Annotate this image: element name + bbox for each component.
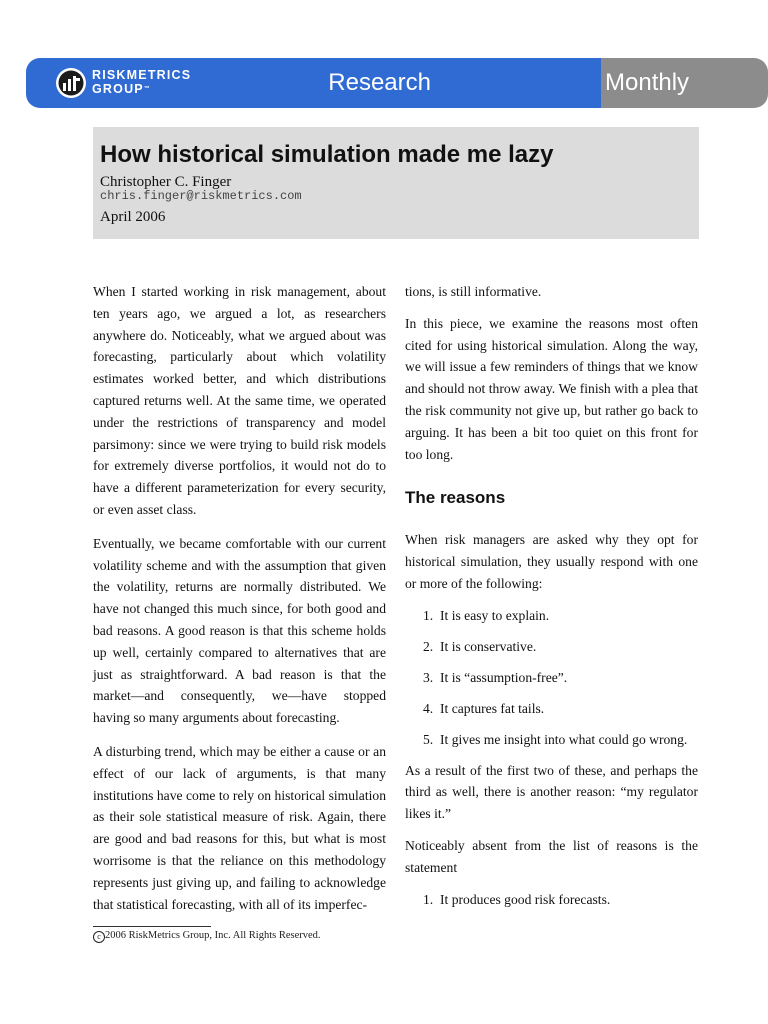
reasons-list xyxy=(405,605,698,751)
list-text: It is “assumption-free”. xyxy=(440,669,568,685)
title-block xyxy=(93,127,699,239)
paragraph: A disturbing trend, which may be either a cause or an effect of our lack of arguments, is that many institutions have come to rely on historical simulation as their sole statistical measure of risk. Again, there are good and bad reasons for this, but what is most worrisome is that the reliance on this methodology represents just giving up, and failing to acknowledge that statistical forecasting, with all of its imperfec- xyxy=(93,743,386,912)
absent-reason-list xyxy=(405,889,698,911)
list-text: It is easy to explain. xyxy=(440,607,550,623)
list-text: It gives me insight into what could go wrong. xyxy=(440,731,688,747)
copyright-footnote xyxy=(93,929,321,943)
author-email: chris.finger@riskmetrics.com xyxy=(100,189,302,203)
paragraph: Noticeably absent from the list of reasons is the statement xyxy=(405,838,698,875)
list-number: 1. xyxy=(423,891,434,907)
company-logo-text xyxy=(92,68,191,96)
list-item xyxy=(423,698,698,720)
banner-monthly-label: Monthly xyxy=(605,69,690,96)
article-title: How historical simulation made me lazy xyxy=(100,141,554,168)
list-number: 4. xyxy=(423,700,434,716)
list-item xyxy=(423,667,698,689)
list-number: 2. xyxy=(423,638,434,654)
paragraph: Eventually, we became comfortable with our current volatility scheme and with the assumption that given the volatility, returns are normally distributed. We have not changed this much since, for both good and bad reasons. A good reason is that this scheme holds up well, certainly compared to alternatives that are just as straightforward. A bad reason is that the market—and consequently, we—have stopped having so many arguments about forecasting. xyxy=(93,535,386,726)
riskmetrics-logo-icon xyxy=(56,68,86,98)
logo-line-2: GROUP™ xyxy=(92,82,150,96)
logo-line-1: RISKMETRICS xyxy=(92,68,192,82)
list-item xyxy=(423,889,698,911)
list-number: 5. xyxy=(423,731,434,747)
list-text: It captures fat tails. xyxy=(440,700,545,716)
footnote-rule xyxy=(93,926,211,927)
copyright-text: 2006 RiskMetrics Group, Inc. All Rights Reserved. xyxy=(105,930,321,941)
paragraph: tions, is still informative. xyxy=(405,284,542,299)
list-item xyxy=(423,636,698,658)
paragraph: As a result of the first two of these, and perhaps the third as well, there is another reason: “my regulator likes it.” xyxy=(405,762,698,822)
header-banner xyxy=(26,58,768,108)
paragraph: When risk managers are asked why they opt for historical simulation, they usually respond with one or more of the following: xyxy=(405,532,698,591)
paragraph: When I started working in risk management, about ten years ago, we argued a lot, as researchers anywhere do. Noticeably, what we argued about was forecasting, particularly about which volatility estimates worked better, and which distributions captured returns well. At the same time, we operated under the restrictions of transparency and model parsimony: since we were trying to build risk models for extremely diverse portfolios, it would not do to have a different parameterization for every security, or even asset class. xyxy=(93,284,386,517)
list-number: 1. xyxy=(423,607,434,623)
right-column xyxy=(405,281,698,920)
banner-blue-section xyxy=(26,58,601,108)
banner-research-label: Research xyxy=(328,69,431,96)
list-text: It is conservative. xyxy=(440,638,537,654)
paragraph: In this piece, we examine the reasons most often cited for using historical simulation. Along the way, we will issue a few reminders of things that we know and should not throw away. We finish with a plea that the risk community not give up, but rather go back to arguing. It has been a bit too quiet on this front for too long. xyxy=(405,315,698,462)
copyright-icon: c xyxy=(93,931,105,943)
publication-date: April 2006 xyxy=(100,209,166,225)
list-item xyxy=(423,729,698,751)
list-number: 3. xyxy=(423,669,434,685)
list-item xyxy=(423,605,698,627)
section-heading: The reasons xyxy=(405,488,506,508)
list-text: It produces good risk forecasts. xyxy=(440,891,611,907)
author-name: Christopher C. Finger xyxy=(100,174,232,190)
left-column xyxy=(93,281,386,927)
